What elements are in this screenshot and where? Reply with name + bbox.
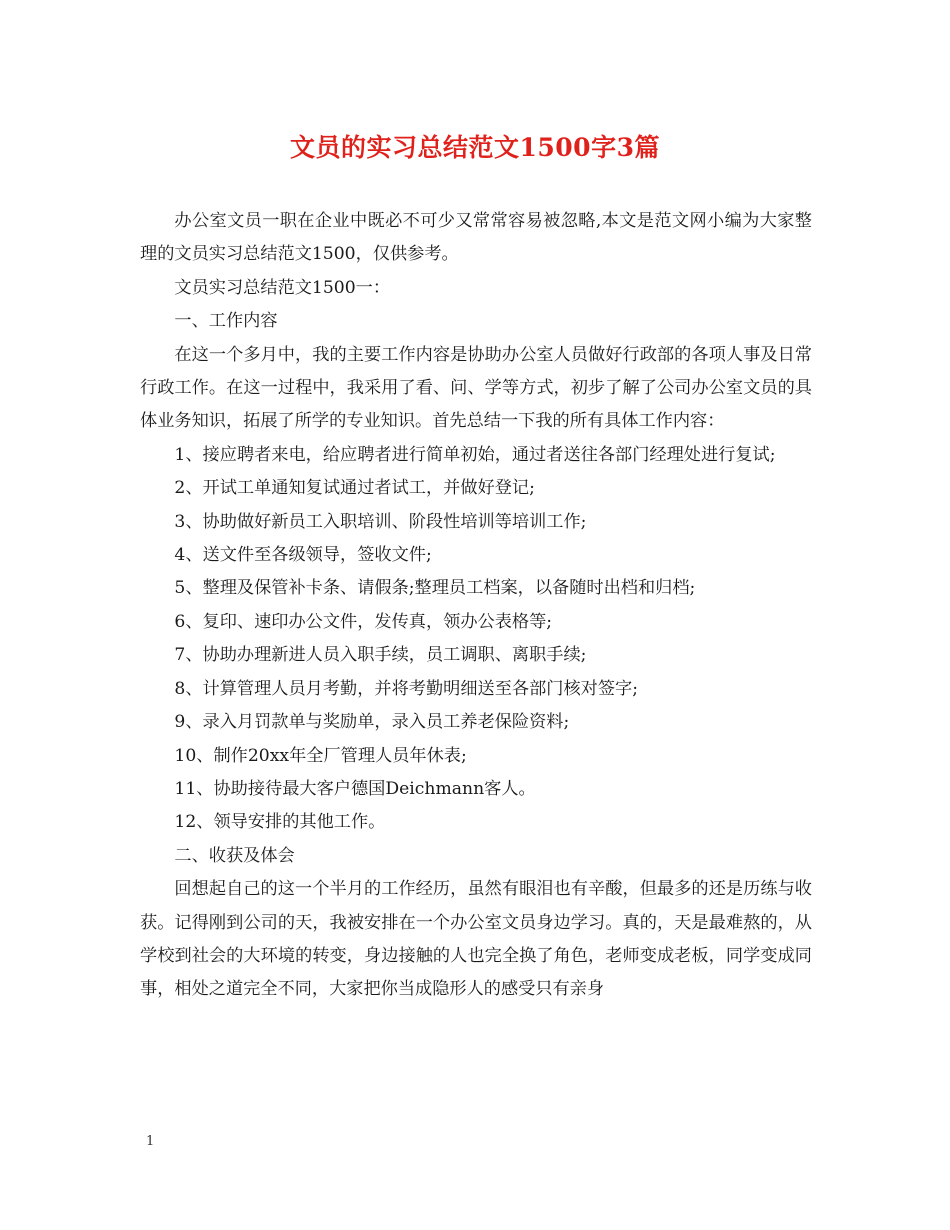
document-body [140, 205, 812, 1007]
list-item: 7、协助办理新进人员入职手续，员工调职、离职手续; [174, 645, 587, 666]
paragraph: 办公室文员一职在企业中既必不可少又常常容易被忽略,本文是范文网小编为大家整理的文员实习总结范文1500，仅供参考。 [140, 211, 812, 265]
section-heading: 一、工作内容 [174, 311, 278, 332]
paragraph: 回想起自己的这一个半月的工作经历，虽然有眼泪也有辛酸，但最多的还是历练与收获。记得刚到公司的天，我被安排在一个办公室文员身边学习。真的，天是最难熬的，从学校到社会的大环境的转变，身边接触的人也完全换了角色，老师变成老板，同学变成同事，相处之道完全不同，大家把你当成隐形人的感受只有亲身 [140, 879, 812, 1000]
paragraph: 文员实习总结范文1500一： [174, 277, 391, 298]
list-item: 4、送文件至各级领导，签收文件; [174, 545, 432, 566]
document-title: 文员的实习总结范文1500字3篇 [290, 133, 660, 162]
list-item: 11、协助接待最大客户德国Deichmann客人。 [174, 778, 536, 799]
page-number: 1 [146, 1134, 155, 1149]
list-item: 8、计算管理人员月考勤，并将考勤明细送至各部门核对签字; [174, 678, 638, 699]
list-item: 6、复印、速印办公文件，发传真，领办公表格等; [174, 611, 553, 632]
list-item: 3、协助做好新员工入职培训、阶段性培训等培训工作; [174, 511, 587, 532]
list-item: 2、开试工单通知复试通过者试工，并做好登记; [174, 478, 535, 499]
list-item: 1、接应聘者来电，给应聘者进行简单初始，通过者送往各部门经理处进行复试; [174, 444, 776, 465]
list-item: 10、制作20xx年全厂管理人员年休表; [174, 745, 467, 766]
section-heading: 二、收获及体会 [174, 845, 295, 866]
paragraph: 在这一个多月中，我的主要工作内容是协助办公室人员做好行政部的各项人事及日常行政工作。在这一过程中，我采用了看、问、学等方式，初步了解了公司办公室文员的具体业务知识，拓展了所学的专业知识。首先总结一下我的所有具体工作内容： [140, 344, 812, 432]
list-item: 12、领导安排的其他工作。 [174, 812, 386, 833]
list-item: 9、录入月罚款单与奖励单，录入员工养老保险资料; [174, 712, 570, 733]
list-item: 5、整理及保管补卡条、请假条;整理员工档案，以备随时出档和归档; [174, 578, 696, 599]
